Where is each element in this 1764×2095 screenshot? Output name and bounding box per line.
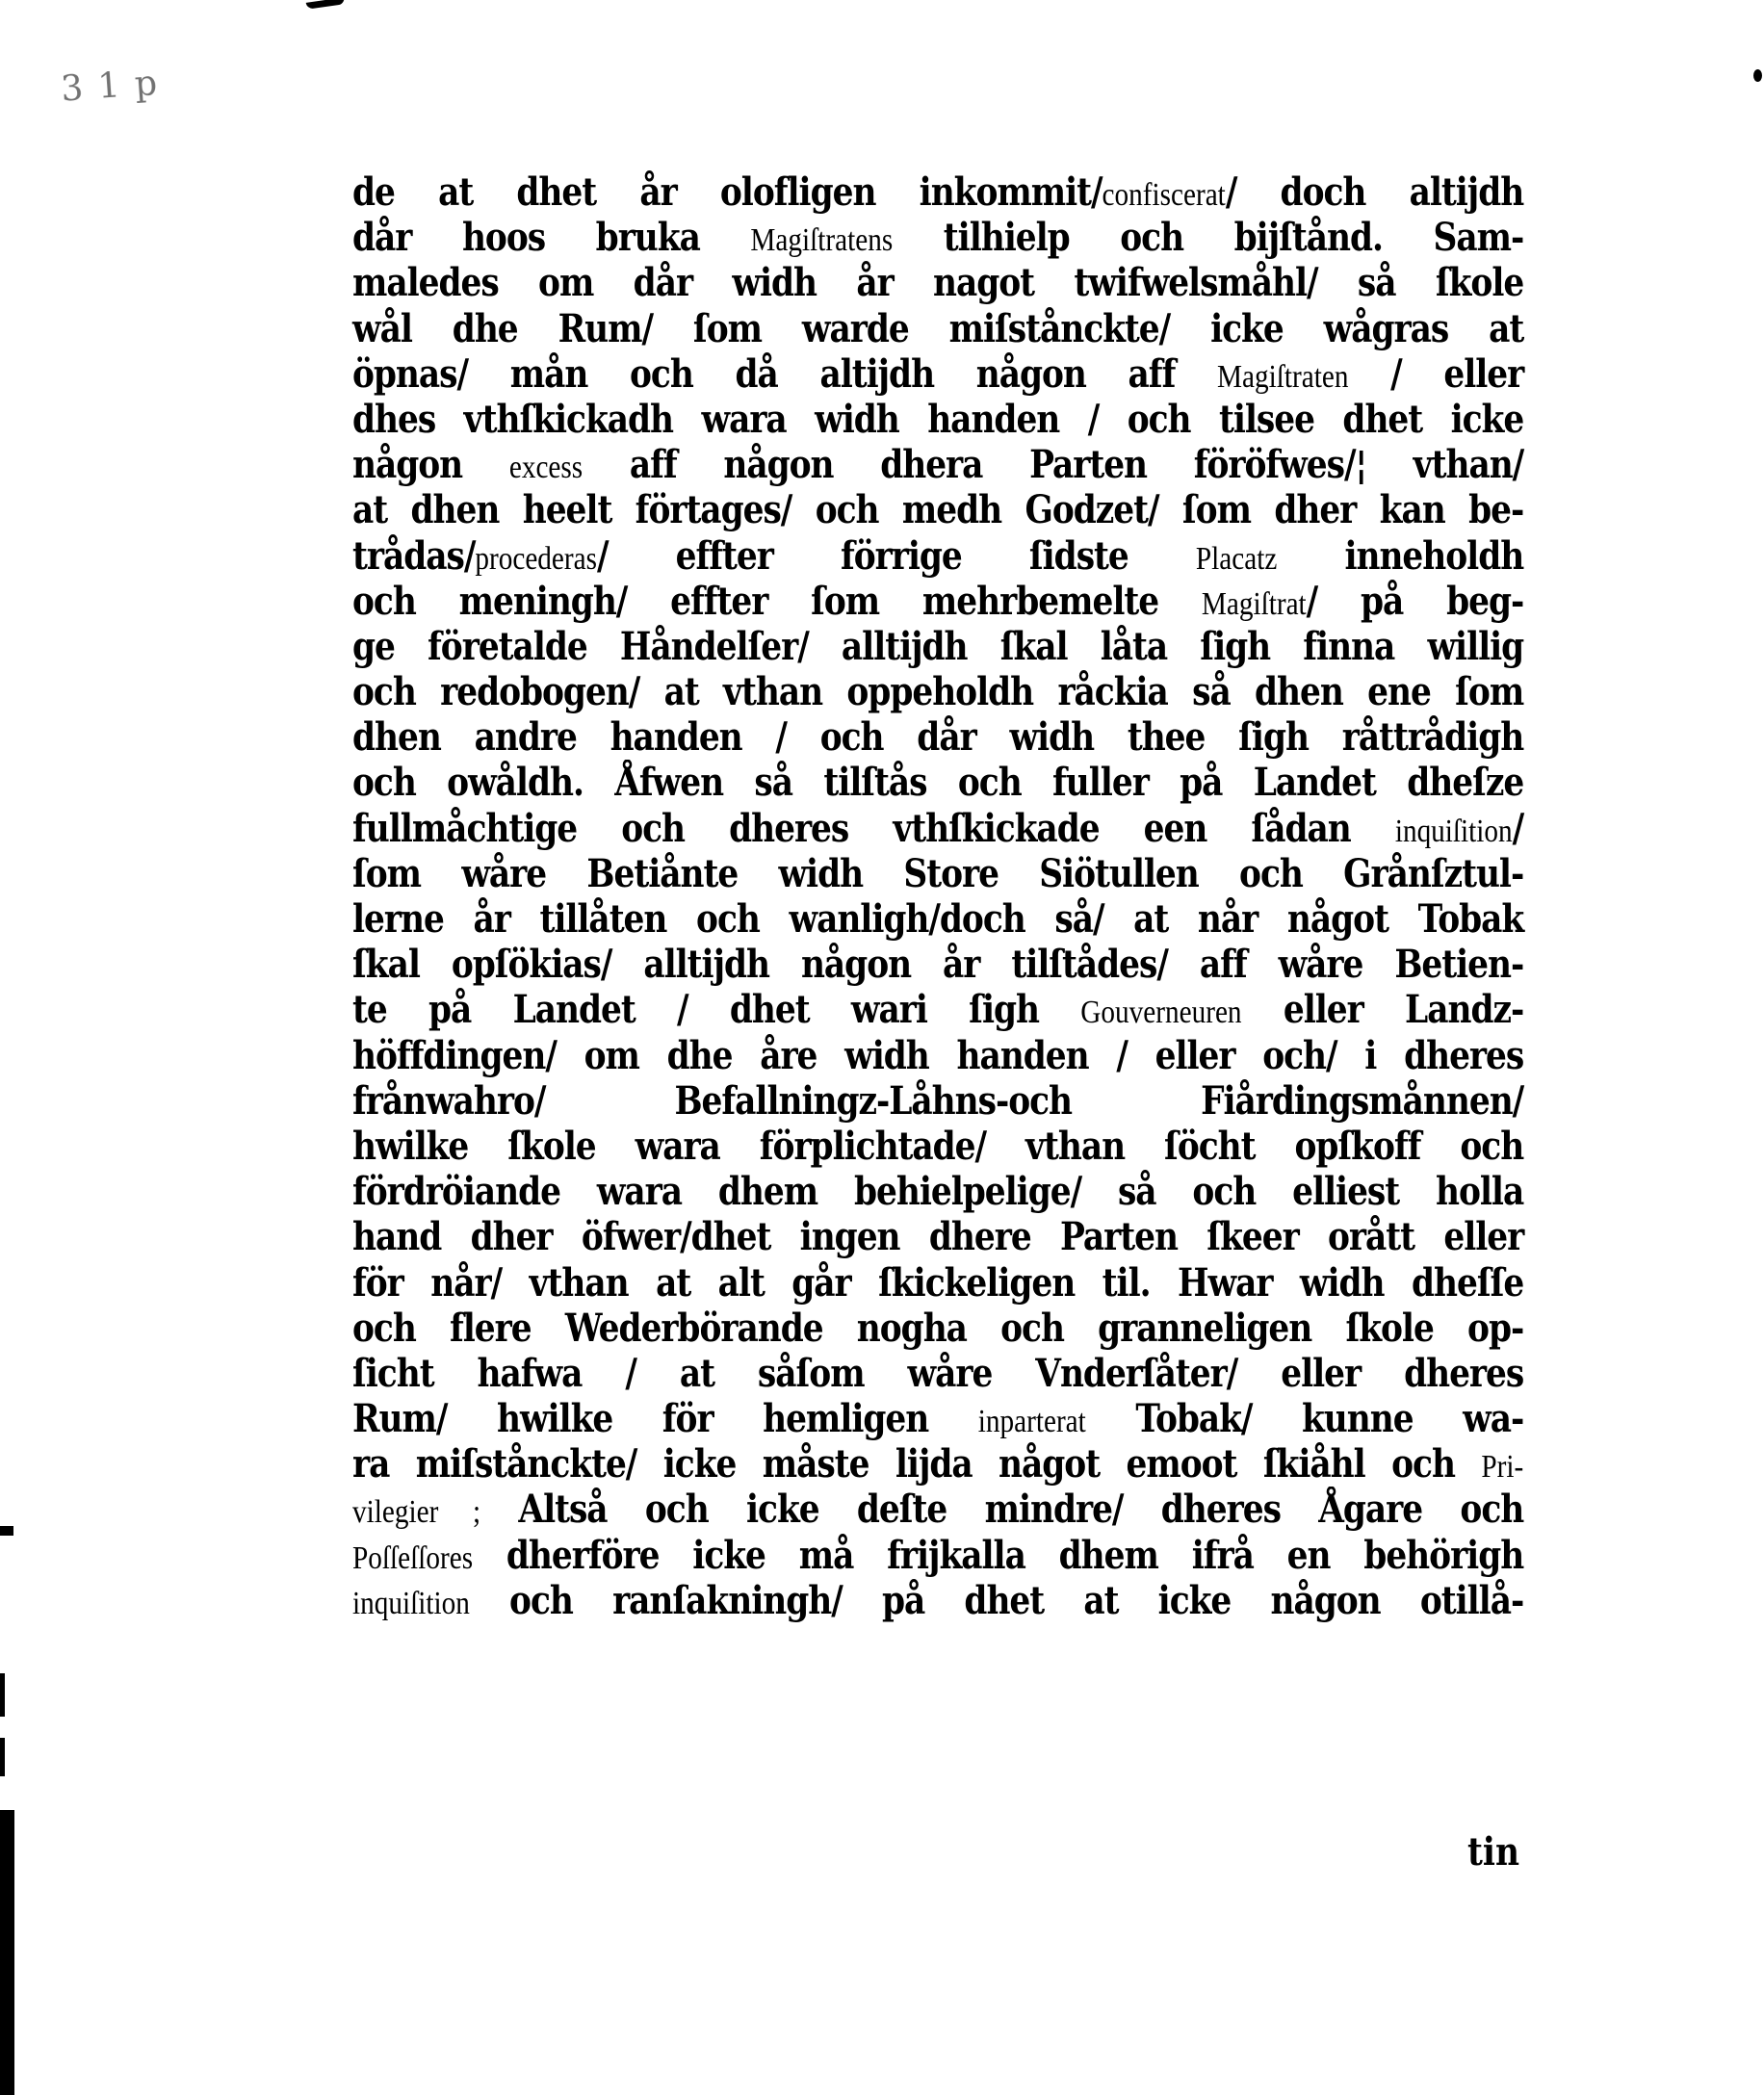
latin-word: Magiſtratens bbox=[750, 222, 894, 259]
text-segment: Rum/ hwilke för hemligen bbox=[352, 1396, 978, 1442]
ink-smudge bbox=[306, 0, 346, 10]
text-segment: och meningh/ effter ſom mehrbemelte bbox=[352, 578, 1202, 624]
text-line bbox=[352, 442, 1523, 487]
page-edge-shadow bbox=[0, 1738, 5, 1776]
text-line bbox=[352, 1260, 1523, 1306]
catchword: tin bbox=[1467, 1829, 1519, 1875]
text-segment: Tobak/ kunne wa- bbox=[1085, 1396, 1524, 1442]
text-segment: frånwahro/ Befallningz-Låhns-och Fiårdingsmånnen/ bbox=[352, 1077, 1524, 1124]
text-line bbox=[352, 1169, 1523, 1214]
text-segment: någon bbox=[352, 442, 509, 488]
text-line bbox=[352, 397, 1523, 442]
text-segment: ſkal opſökias/ alltijdh någon år tilſtådes/ aff wåre Betien- bbox=[352, 942, 1524, 988]
text-segment: / doch altijdh bbox=[1225, 169, 1524, 215]
text-line bbox=[352, 1487, 1523, 1532]
text-segment: trådas/ bbox=[352, 532, 476, 579]
text-segment: eller Landz- bbox=[1241, 987, 1524, 1033]
latin-word: procederas bbox=[475, 540, 597, 577]
text-segment: öpnas/ mån och då altijdh någon aff bbox=[352, 350, 1218, 397]
text-segment: tilhielp och bijſtånd. Sam- bbox=[893, 215, 1524, 261]
text-segment: dhes vthſkickadh wara widh handen / och tilsee dhet icke bbox=[352, 396, 1524, 442]
latin-word: Gouverneuren bbox=[1080, 995, 1242, 1031]
text-segment: maledes om dår widh år nagot twifwelsmåhl/ så ſkole bbox=[352, 260, 1524, 306]
text-line bbox=[352, 487, 1523, 532]
text-segment: dherföre icke må frijkalla dhem ifrå en behörigh bbox=[473, 1532, 1524, 1578]
text-segment: ra miſstånckte/ icke måste lijda något emoot ſkiåhl och bbox=[352, 1441, 1482, 1487]
text-line bbox=[352, 1441, 1523, 1487]
text-segment: och owåldh. Åfwen så tilſtås och fuller på Landet dheſze bbox=[352, 760, 1524, 806]
text-line bbox=[352, 896, 1523, 942]
latin-word: Poſſeſſores bbox=[352, 1539, 474, 1576]
text-segment: lerne år tillåten och wanligh/doch så/ at når något Tobak bbox=[352, 896, 1524, 942]
latin-word: Pri- bbox=[1481, 1449, 1524, 1486]
latin-word: inquiſition bbox=[1394, 813, 1513, 849]
page-edge-shadow bbox=[0, 1526, 13, 1536]
text-line bbox=[352, 533, 1523, 579]
text-segment: dhen andre handen / och dår widh thee ſigh råttrådigh bbox=[352, 714, 1524, 761]
latin-word: Placatz bbox=[1195, 540, 1278, 577]
text-line bbox=[352, 579, 1523, 624]
text-line bbox=[352, 624, 1523, 669]
text-line bbox=[352, 306, 1523, 351]
text-line bbox=[352, 260, 1523, 305]
text-line bbox=[352, 760, 1523, 805]
latin-word: excess bbox=[508, 450, 584, 486]
text-segment: dår hoos bruka bbox=[352, 215, 751, 261]
text-segment: och flere Wederbörande nogha och granneligen ſkole op- bbox=[352, 1305, 1524, 1351]
text-segment: hwilke ſkole wara förplichtade/ vthan ſöcht opſkoff och bbox=[352, 1123, 1524, 1169]
text-segment: fördröiande wara dhem behielpelige/ så och elliest holla bbox=[352, 1169, 1524, 1215]
text-line bbox=[352, 1533, 1523, 1578]
text-segment: / på beg- bbox=[1306, 578, 1524, 624]
text-segment: / effter förrige ſidste bbox=[596, 532, 1196, 579]
text-segment: Altså och icke deſte mindre/ dheres Ågare och bbox=[480, 1487, 1524, 1533]
text-line bbox=[352, 987, 1523, 1032]
text-line bbox=[352, 1396, 1523, 1441]
text-line bbox=[352, 1214, 1523, 1259]
text-segment: de at dhet år olofligen inkommit/ bbox=[352, 169, 1102, 215]
text-segment: fullmåchtige och dheres vthſkickade een ſådan bbox=[352, 805, 1395, 851]
text-line bbox=[352, 851, 1523, 896]
text-line bbox=[352, 169, 1523, 215]
ink-dot bbox=[1753, 69, 1762, 82]
latin-word: confiscerat bbox=[1102, 177, 1226, 213]
page-edge-shadow bbox=[0, 1810, 14, 2095]
latin-word: Magiſtraten bbox=[1217, 358, 1349, 395]
body-text bbox=[352, 169, 1523, 1623]
text-segment: ge företalde Håndelſer/ alltijdh ſkal låta ſigh finna willig bbox=[352, 623, 1524, 669]
text-line bbox=[352, 669, 1523, 714]
page-edge-shadow bbox=[0, 1673, 5, 1717]
text-line bbox=[352, 714, 1523, 760]
text-segment: te på Landet / dhet wari ſigh bbox=[352, 987, 1081, 1033]
text-line bbox=[352, 942, 1523, 987]
text-segment: ſicht hafwa / at såſom wåre Vnderſåter/ eller dheres bbox=[352, 1350, 1524, 1396]
text-segment: höffdingen/ om dhe åre widh handen / eller och/ i dheres bbox=[352, 1032, 1524, 1078]
text-segment: at dhen heelt förtages/ och medh Godzet/ ſom dher kan be- bbox=[352, 487, 1524, 533]
text-segment: för når/ vthan at alt går ſkickeligen til. Hwar widh dheſſe bbox=[352, 1259, 1524, 1306]
text-segment: och ranſakningh/ på dhet at icke någon otillå- bbox=[469, 1577, 1524, 1623]
text-segment: aff någon dhera Parten föröfwes/¦ vthan/ bbox=[583, 442, 1524, 488]
text-segment: inneholdh bbox=[1277, 532, 1524, 579]
text-segment: hand dher öfwer/dhet ingen dhere Parten ſkeer orått eller bbox=[352, 1214, 1524, 1260]
text-line bbox=[352, 1033, 1523, 1078]
latin-word: inparterat bbox=[977, 1404, 1086, 1440]
text-line bbox=[352, 806, 1523, 851]
latin-word: inquiſition bbox=[352, 1585, 470, 1621]
text-line bbox=[352, 215, 1523, 260]
text-line bbox=[352, 1578, 1523, 1623]
text-line bbox=[352, 1351, 1523, 1396]
text-segment: ſom wåre Betiånte widh Store Siötullen och Grånſztul- bbox=[352, 850, 1524, 896]
text-line bbox=[352, 351, 1523, 397]
text-line bbox=[352, 1306, 1523, 1351]
margin-annotation: 3 1 p bbox=[59, 63, 161, 110]
text-line bbox=[352, 1124, 1523, 1169]
text-segment: wål dhe Rum/ ſom warde miſstånckte/ icke wågras at bbox=[352, 305, 1524, 351]
text-segment: / eller bbox=[1348, 350, 1524, 397]
text-segment: och redobogen/ at vthan oppeholdh råckia så dhen ene ſom bbox=[352, 669, 1524, 715]
latin-word: Magiſtrat bbox=[1201, 585, 1307, 622]
text-segment: / bbox=[1512, 805, 1524, 851]
text-line bbox=[352, 1078, 1523, 1124]
latin-word: vilegier ; bbox=[352, 1494, 481, 1531]
